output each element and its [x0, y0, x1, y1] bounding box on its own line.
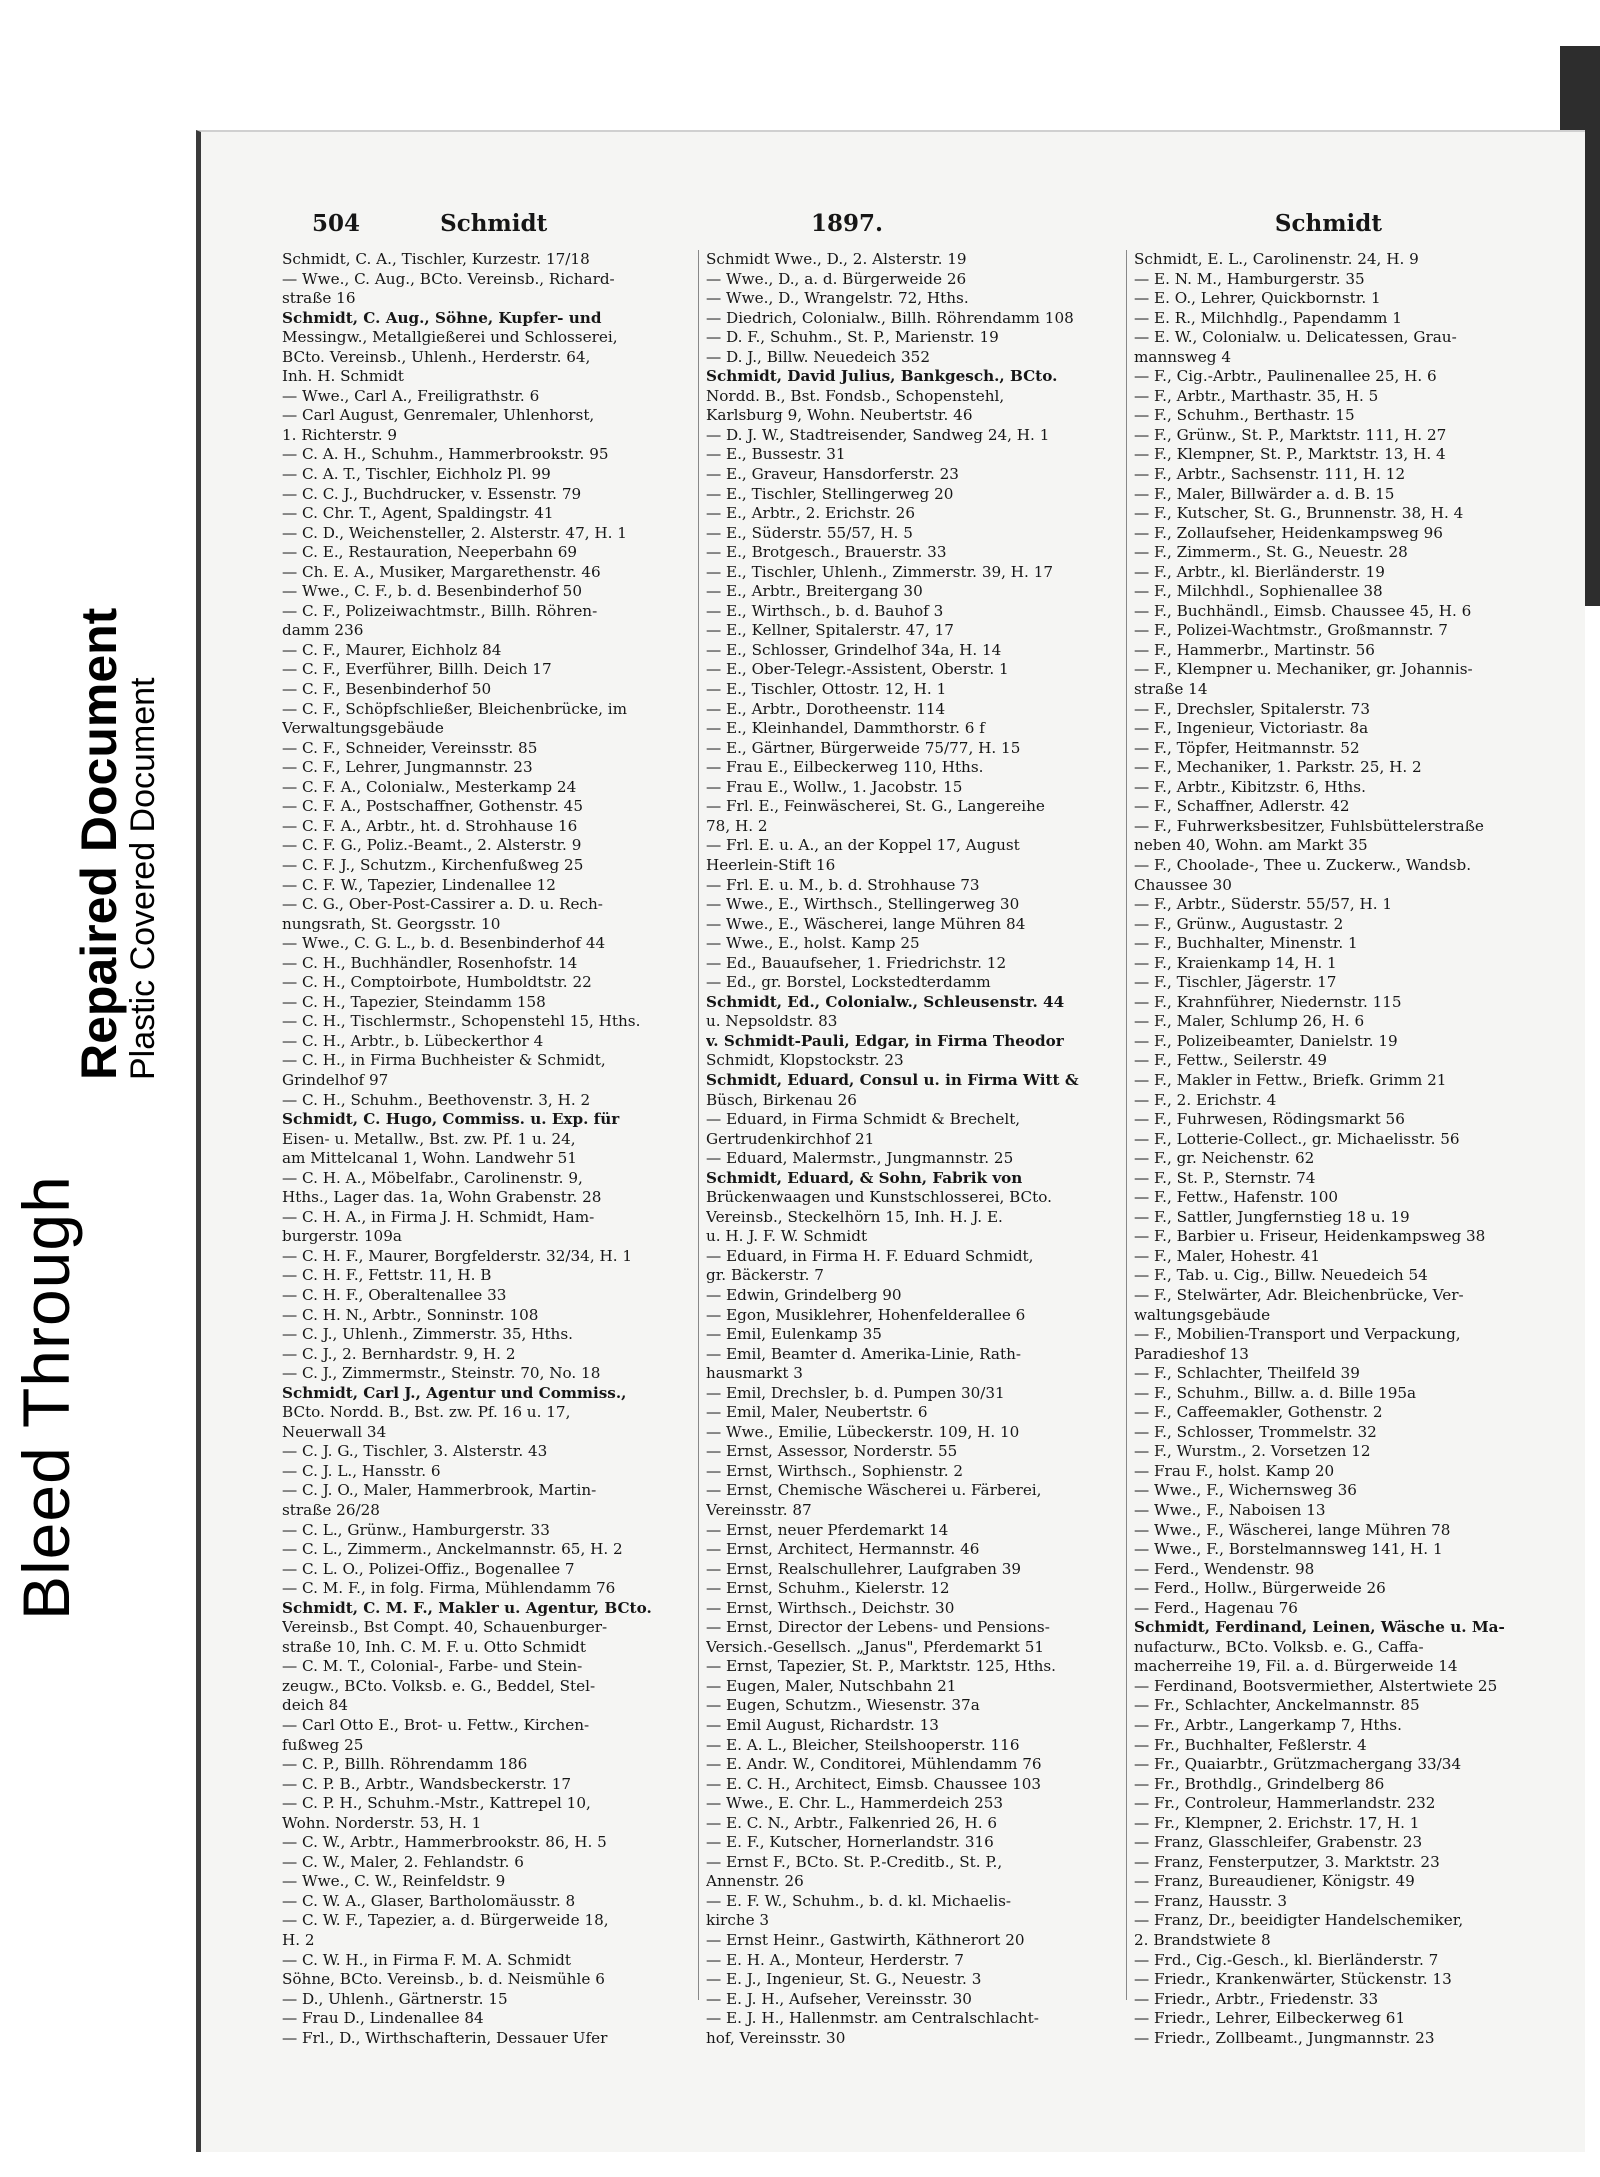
directory-entry-line: straße 14	[1134, 680, 1208, 699]
directory-entry-line: — F., Arbtr., Sachsenstr. 111, H. 12	[1134, 465, 1406, 484]
directory-entry-line: — Wwe., C. W., Reinfeldstr. 9	[282, 1872, 506, 1891]
directory-entry-line: — F., Arbtr., kl. Bierländerstr. 19	[1134, 562, 1385, 581]
directory-entry-line: — Frau E., Wollw., 1. Jacobstr. 15	[706, 777, 963, 796]
directory-entry-line: — Fr., Schlachter, Anckelmannstr. 85	[1134, 1696, 1420, 1715]
directory-entry-line: — E. A. L., Bleicher, Steilshooperstr. 116	[706, 1735, 1020, 1754]
directory-entry-line: — Frd., Cig.-Gesch., kl. Bierländerstr. 7	[1134, 1950, 1439, 1969]
directory-entry-line: — Fr., Arbtr., Langerkamp 7, Hths.	[1134, 1716, 1402, 1735]
directory-entry-line: — F., 2. Erichstr. 4	[1134, 1090, 1277, 1109]
directory-entry-line: — F., Tab. u. Cig., Billw. Neuedeich 54	[1134, 1266, 1428, 1285]
directory-entry-line: — Ernst, Schuhm., Kielerstr. 12	[706, 1579, 950, 1598]
directory-entry-line: Schmidt, Ed., Colonialw., Schleusenstr. 44	[706, 992, 1065, 1011]
directory-entry-line: — C. H. F., Oberaltenallee 33	[282, 1285, 507, 1304]
directory-entry-line: Büsch, Birkenau 26	[706, 1090, 857, 1109]
directory-entry-line: Chaussee 30	[1134, 875, 1232, 894]
directory-entry-line: — Eugen, Schutzm., Wiesenstr. 37a	[706, 1696, 980, 1715]
directory-entry-line: — E., Wirthsch., b. d. Bauhof 3	[706, 601, 944, 620]
directory-entry-line: kirche 3	[706, 1911, 770, 1930]
directory-entry-line: — F., Kutscher, St. G., Brunnenstr. 38, H. 4	[1134, 504, 1464, 523]
directory-entry-line: — F., Schuhm., Billw. a. d. Bille 195a	[1134, 1383, 1417, 1402]
column-divider	[1126, 250, 1127, 2000]
directory-entry-line: — Egon, Musiklehrer, Hohenfelderallee 6	[706, 1305, 1026, 1324]
directory-entry-line: — C. D., Weichensteller, 2. Alsterstr. 47, H. 1	[282, 523, 627, 542]
directory-entry-line: — C. W., Maler, 2. Fehlandstr. 6	[282, 1852, 524, 1871]
directory-entry-line: — F., Schlachter, Theilfeld 39	[1134, 1364, 1360, 1383]
directory-entry-line: Paradieshof 13	[1134, 1344, 1249, 1363]
directory-entry-line: — Fr., Buchhalter, Feßlerstr. 4	[1134, 1735, 1367, 1754]
directory-entry-line: — Wwe., Carl A., Freiligrathstr. 6	[282, 386, 540, 405]
directory-entry-line: — Franz, Hausstr. 3	[1134, 1891, 1287, 1910]
directory-entry-line: — C. E., Restauration, Neeperbahn 69	[282, 543, 578, 562]
directory-entry-line: — Friedr., Krankenwärter, Stückenstr. 13	[1134, 1970, 1452, 1989]
directory-entry-line: — F., Stelwärter, Adr. Bleichenbrücke, Ver-	[1134, 1285, 1464, 1304]
directory-entry-line: — Emil, Maler, Neubertstr. 6	[706, 1403, 928, 1422]
directory-entry-line: — Ernst Heinr., Gastwirth, Käthnerort 20	[706, 1931, 1025, 1950]
directory-entry-line: — E., Graveur, Hansdorferstr. 23	[706, 465, 959, 484]
directory-entry-line: — C. J. O., Maler, Hammerbrook, Martin-	[282, 1481, 597, 1500]
directory-entry-line: — F., St. P., Sternstr. 74	[1134, 1168, 1316, 1187]
directory-entry-line: BCto. Vereinsb., Uhlenh., Herderstr. 64,	[282, 347, 591, 366]
directory-entry-line: — D. J., Billw. Neuedeich 352	[706, 347, 930, 366]
directory-entry-line: — E., Süderstr. 55/57, H. 5	[706, 523, 913, 542]
directory-entry-line: — C. G., Ober-Post-Cassirer a. D. u. Rech-	[282, 895, 603, 914]
directory-entry-line: — C. H. A., Möbelfabr., Carolinenstr. 9,	[282, 1168, 583, 1187]
directory-entry-line: — C. H. N., Arbtr., Sonninstr. 108	[282, 1305, 539, 1324]
directory-entry-line: — C. H., Arbtr., b. Lübeckerthor 4	[282, 1031, 544, 1050]
directory-entry-line: — E., Kellner, Spitalerstr. 47, 17	[706, 621, 954, 640]
directory-entry-line: Schmidt, E. L., Carolinenstr. 24, H. 9	[1134, 250, 1419, 268]
directory-column-2	[706, 250, 1122, 2048]
directory-entry-line: — C. A. H., Schuhm., Hammerbrookstr. 95	[282, 445, 609, 464]
directory-entry-line: — Ernst, Architect, Hermannstr. 46	[706, 1540, 980, 1559]
directory-entry-line: — F., Cig.-Arbtr., Paulinenallee 25, H. 6	[1134, 367, 1437, 386]
directory-entry-line: — F., Arbtr., Marthastr. 35, H. 5	[1134, 386, 1379, 405]
directory-entry-line: fußweg 25	[282, 1735, 364, 1754]
directory-entry-line: — E. Andr. W., Conditorei, Mühlendamm 76	[706, 1755, 1042, 1774]
directory-entry-line: — Franz, Dr., beeidigter Handelschemiker,	[1134, 1911, 1464, 1930]
directory-entry-line: — C. J. G., Tischler, 3. Alsterstr. 43	[282, 1442, 548, 1461]
directory-entry-line: — C. H., Tapezier, Steindamm 158	[282, 992, 546, 1011]
directory-entry-line: am Mittelcanal 1, Wohn. Landwehr 51	[282, 1149, 577, 1168]
directory-entry-line: — Ferdinand, Bootsvermiether, Alstertwiete 25	[1134, 1676, 1498, 1695]
directory-entry-line: — C. A. T., Tischler, Eichholz Pl. 99	[282, 465, 551, 484]
page-header	[312, 210, 1382, 244]
directory-entry-line: — C. W. F., Tapezier, a. d. Bürgerweide 18,	[282, 1911, 609, 1930]
directory-entry-line: — Edwin, Grindelberg 90	[706, 1285, 902, 1304]
directory-entry-line: — Frau E., Eilbeckerweg 110, Hths.	[706, 758, 984, 777]
directory-entry-line: zeugw., BCto. Volksb. e. G., Beddel, Stel-	[282, 1676, 596, 1695]
directory-entry-line: burgerstr. 109a	[282, 1227, 402, 1246]
directory-entry-line: straße 10, Inh. C. M. F. u. Otto Schmidt	[282, 1637, 586, 1656]
directory-entry-line: — Wwe., E. Chr. L., Hammerdeich 253	[706, 1794, 1004, 1813]
directory-entry-line: — Wwe., F., Wäscherei, lange Mühren 78	[1134, 1520, 1451, 1539]
directory-entry-line: deich 84	[282, 1696, 349, 1715]
directory-entry-line: — E., Tischler, Uhlenh., Zimmerstr. 39, H. 17	[706, 562, 1054, 581]
directory-entry-line: — E. N. M., Hamburgerstr. 35	[1134, 269, 1365, 288]
directory-entry-line: — F., Buchhändl., Eimsb. Chaussee 45, H. 6	[1134, 601, 1472, 620]
directory-entry-line: — Emil August, Richardstr. 13	[706, 1716, 939, 1735]
header-year: 1897.	[810, 210, 884, 237]
directory-entry-line: — E. J., Ingenieur, St. G., Neuestr. 3	[706, 1970, 982, 1989]
bleed-through-label: Bleed Through	[9, 1175, 83, 1620]
directory-entry-line: — F., gr. Neichenstr. 62	[1134, 1149, 1315, 1168]
directory-entry-line: Eisen- u. Metallw., Bst. zw. Pf. 1 u. 24,	[282, 1129, 576, 1148]
directory-entry-line: — Friedr., Lehrer, Eilbeckerweg 61	[1134, 2009, 1406, 2028]
directory-entry-line: — Ernst, Chemische Wäscherei u. Färberei,	[706, 1481, 1042, 1500]
directory-entry-line: — F., Töpfer, Heitmannstr. 52	[1134, 738, 1360, 757]
directory-entry-line: Nordd. B., Bst. Fondsb., Schopenstehl,	[706, 386, 1005, 405]
directory-entry-line: Vereinsb., Bst Compt. 40, Schauenburger-	[282, 1618, 608, 1637]
directory-entry-line: Schmidt, C. M. F., Makler u. Agentur, BCto.	[282, 1598, 652, 1617]
directory-entry-line: — Wwe., Emilie, Lübeckerstr. 109, H. 10	[706, 1422, 1020, 1441]
directory-entry-line: — E. F. W., Schuhm., b. d. kl. Michaelis-	[706, 1891, 1012, 1910]
directory-entry-line: — C. H. A., in Firma J. H. Schmidt, Ham-	[282, 1207, 595, 1226]
directory-entry-line: — C. L. O., Polizei-Offiz., Bogenallee 7	[282, 1559, 575, 1578]
directory-entry-line: Schmidt, David Julius, Bankgesch., BCto.	[706, 367, 1058, 386]
directory-entry-line: — C. F., Schneider, Vereinsstr. 85	[282, 738, 538, 757]
directory-entry-line: — Wwe., E., Wäscherei, lange Mühren 84	[706, 914, 1026, 933]
directory-entry-line: — Fr., Brothdlg., Grindelberg 86	[1134, 1774, 1385, 1793]
directory-entry-line: mannsweg 4	[1134, 347, 1232, 366]
directory-entry-line: — E., Ober-Telegr.-Assistent, Oberstr. 1	[706, 660, 1009, 679]
directory-entry-line: — Fr., Quaiarbtr., Grützmachergang 33/34	[1134, 1755, 1462, 1774]
directory-entry-line: Schmidt, Eduard, & Sohn, Fabrik von	[706, 1168, 1023, 1187]
directory-entry-line: — C. F. A., Colonialw., Mesterkamp 24	[282, 777, 577, 796]
directory-entry-line: H. 2	[282, 1931, 315, 1950]
directory-entry-line: — Ernst, neuer Pferdemarkt 14	[706, 1520, 949, 1539]
directory-entry-line: — C. F. W., Tapezier, Lindenallee 12	[282, 875, 556, 894]
directory-entry-line: — F., Buchhalter, Minenstr. 1	[1134, 934, 1358, 953]
directory-entry-line: — C. M. F., in folg. Firma, Mühlendamm 76	[282, 1579, 616, 1598]
directory-entry-line: — Franz, Bureaudiener, Königstr. 49	[1134, 1872, 1415, 1891]
directory-entry-line: — Wwe., F., Naboisen 13	[1134, 1501, 1326, 1519]
directory-entry-line: — E., Bussestr. 31	[706, 445, 846, 464]
directory-entry-line: — Ernst, Tapezier, St. P., Marktstr. 125, Hths.	[706, 1657, 1056, 1676]
directory-entry-line: — E., Schlosser, Grindelhof 34a, H. 14	[706, 640, 1002, 659]
directory-entry-line: — F., Fettw., Seilerstr. 49	[1134, 1051, 1328, 1070]
directory-entry-line: — Emil, Eulenkamp 35	[706, 1325, 882, 1344]
directory-entry-line: — E., Kleinhandel, Dammthorstr. 6 f	[706, 719, 985, 738]
column-divider	[698, 250, 699, 2000]
directory-entry-line: — C. L., Grünw., Hamburgerstr. 33	[282, 1520, 550, 1539]
directory-entry-line: — E. C. H., Architect, Eimsb. Chaussee 103	[706, 1774, 1042, 1793]
directory-entry-line: — Ernst, Assessor, Norderstr. 55	[706, 1442, 958, 1461]
directory-entry-line: — C. P., Billh. Röhrendamm 186	[282, 1755, 528, 1774]
directory-entry-line: — F., Fettw., Hafenstr. 100	[1134, 1188, 1339, 1207]
directory-entry-line: — F., Hammerbr., Martinstr. 56	[1134, 640, 1375, 659]
directory-entry-line: — Frl. E., Feinwäscherei, St. G., Langereihe	[706, 797, 1045, 816]
directory-entry-line: — F., Polizei-Wachtmstr., Großmannstr. 7	[1134, 621, 1448, 640]
directory-entry-line: — Ernst F., BCto. St. P.-Creditb., St. P.,	[706, 1852, 1003, 1871]
directory-entry-line: — F., Klempner u. Mechaniker, gr. Johannis-	[1134, 660, 1473, 679]
directory-entry-line: — C. P. B., Arbtr., Wandsbeckerstr. 17	[282, 1774, 572, 1793]
directory-entry-line: — F., Maler, Billwärder a. d. B. 15	[1134, 484, 1395, 503]
directory-entry-line: — E., Brotgesch., Brauerstr. 33	[706, 543, 947, 562]
directory-entry-line: — F., Schuhm., Berthastr. 15	[1134, 406, 1355, 425]
directory-entry-line: — Frl. E. u. A., an der Koppel 17, August	[706, 836, 1020, 855]
directory-entry-line: — Eduard, in Firma H. F. Eduard Schmidt,	[706, 1246, 1034, 1265]
directory-entry-line: — Fr., Klempner, 2. Erichstr. 17, H. 1	[1134, 1813, 1420, 1832]
directory-entry-line: Schmidt, C. Hugo, Commiss. u. Exp. für	[282, 1110, 620, 1129]
directory-entry-line: macherreihe 19, Fil. a. d. Bürgerweide 14	[1134, 1657, 1458, 1676]
directory-entry-line: waltungsgebäude	[1134, 1305, 1271, 1324]
header-right-word: Schmidt	[1274, 210, 1382, 237]
directory-entry-line: — C. W., Arbtr., Hammerbrookstr. 86, H. 5	[282, 1833, 607, 1852]
directory-entry-line: — E. F., Kutscher, Hornerlandstr. 316	[706, 1833, 994, 1852]
directory-entry-line: — E., Arbtr., Breitergang 30	[706, 582, 923, 601]
directory-entry-line: straße 26/28	[282, 1501, 380, 1519]
directory-entry-line: — C. F. A., Postschaffner, Gothenstr. 45	[282, 797, 584, 816]
directory-entry-line: — C. Chr. T., Agent, Spaldingstr. 41	[282, 504, 554, 523]
directory-entry-line: — D. J. W., Stadtreisender, Sandweg 24, H. 1	[706, 425, 1050, 444]
directory-entry-line: Grindelhof 97	[282, 1070, 389, 1089]
directory-entry-line: — F., Lotterie-Collect., gr. Michaelisstr. 56	[1134, 1129, 1460, 1148]
directory-entry-line: — E. O., Lehrer, Quickbornstr. 1	[1134, 289, 1381, 308]
directory-entry-line: — C. J., Uhlenh., Zimmerstr. 35, Hths.	[282, 1325, 573, 1344]
directory-entry-line: — Eduard, Malermstr., Jungmannstr. 25	[706, 1149, 1014, 1168]
directory-entry-line: — C. F., Schöpfschließer, Bleichenbrücke, im	[282, 699, 628, 718]
directory-entry-line: Gertrudenkirchhof 21	[706, 1129, 875, 1148]
directory-entry-line: — C. H., Tischlermstr., Schopenstehl 15, Hths.	[282, 1012, 641, 1031]
directory-entry-line: Schmidt, C. Aug., Söhne, Kupfer- und	[282, 308, 602, 327]
directory-entry-line: — F., Caffeemakler, Gothenstr. 2	[1134, 1403, 1383, 1422]
directory-entry-line: — Frau D., Lindenallee 84	[282, 2009, 484, 2028]
directory-entry-line: — F., Fuhrwerksbesitzer, Fuhlsbüttelerstraße	[1134, 816, 1484, 835]
directory-entry-line: — E. J. H., Hallenmstr. am Centralschlacht-	[706, 2009, 1039, 2028]
directory-entry-line: — F., Arbtr., Kibitzstr. 6, Hths.	[1134, 777, 1366, 796]
directory-entry-line: Wohn. Norderstr. 53, H. 1	[282, 1813, 482, 1832]
directory-entry-line: — C. F., Everführer, Billh. Deich 17	[282, 660, 552, 679]
directory-entry-line: — Wwe., F., Wichernsweg 36	[1134, 1481, 1357, 1500]
directory-entry-line: — Friedr., Zollbeamt., Jungmannstr. 23	[1134, 2028, 1435, 2047]
directory-entry-line: — E., Tischler, Stellingerweg 20	[706, 484, 954, 503]
directory-entry-line: — Ernst, Wirthsch., Sophienstr. 2	[706, 1461, 964, 1480]
directory-entry-line: — E. C. N., Arbtr., Falkenried 26, H. 6	[706, 1813, 998, 1832]
directory-entry-line: — C. W. A., Glaser, Bartholomäusstr. 8	[282, 1891, 576, 1910]
directory-entry-line: 2. Brandstwiete 8	[1134, 1931, 1271, 1950]
directory-entry-line: — E. W., Colonialw. u. Delicatessen, Grau-	[1134, 328, 1457, 347]
directory-entry-line: Schmidt, C. A., Tischler, Kurzestr. 17/18	[282, 250, 590, 268]
directory-entry-line: — F., Sattler, Jungfernstieg 18 u. 19	[1134, 1207, 1410, 1226]
directory-entry-line: hausmarkt 3	[706, 1364, 803, 1383]
directory-entry-line: — C. J. L., Hansstr. 6	[282, 1461, 441, 1480]
directory-entry-line: — F., Mechaniker, 1. Parkstr. 25, H. 2	[1134, 758, 1422, 777]
directory-entry-line: — Ferd., Hagenau 76	[1134, 1598, 1298, 1617]
directory-entry-line: nufacturw., BCto. Volksb. e. G., Caffa-	[1134, 1637, 1424, 1656]
directory-entry-line: — Ferd., Wendenstr. 98	[1134, 1559, 1315, 1578]
directory-entry-line: — Wwe., C. G. L., b. d. Besenbinderhof 44	[282, 934, 606, 953]
directory-entry-line: — F., Zimmerm., St. G., Neuestr. 28	[1134, 543, 1408, 562]
directory-entry-line: — F., Wurstm., 2. Vorsetzen 12	[1134, 1442, 1371, 1461]
directory-entry-line: — Wwe., D., Wrangelstr. 72, Hths.	[706, 289, 969, 308]
directory-entry-line: BCto. Nordd. B., Bst. zw. Pf. 16 u. 17,	[282, 1403, 571, 1422]
repaired-document-label: Repaired Document	[71, 607, 127, 1080]
directory-entry-line: — F., Maler, Schlump 26, H. 6	[1134, 1012, 1365, 1031]
directory-entry-line: — C. F. J., Schutzm., Kirchenfußweg 25	[282, 855, 584, 874]
directory-entry-line: — E., Tischler, Ottostr. 12, H. 1	[706, 680, 947, 699]
directory-entry-line: — F., Maler, Hohestr. 41	[1134, 1246, 1320, 1265]
directory-entry-line: — E., Arbtr., Dorotheenstr. 114	[706, 699, 946, 718]
directory-entry-line: — F., Barbier u. Friseur, Heidenkampsweg 38	[1134, 1227, 1486, 1246]
directory-entry-line: — Wwe., F., Borstelmannsweg 141, H. 1	[1134, 1540, 1443, 1559]
directory-entry-line: — D. F., Schuhm., St. P., Marienstr. 19	[706, 328, 999, 347]
directory-entry-line: — Diedrich, Colonialw., Billh. Röhrendamm 108	[706, 308, 1074, 327]
directory-entry-line: — F., Grünw., St. P., Marktstr. 111, H. 27	[1134, 425, 1447, 444]
directory-entry-line: — F., Milchhdl., Sophienallee 38	[1134, 582, 1383, 601]
directory-entry-line: — Wwe., D., a. d. Bürgerweide 26	[706, 269, 967, 288]
directory-entry-line: — E. R., Milchhdlg., Papendamm 1	[1134, 308, 1402, 327]
directory-entry-line: — Ernst, Realschullehrer, Laufgraben 39	[706, 1559, 1022, 1578]
directory-entry-line: gr. Bäckerstr. 7	[706, 1266, 824, 1285]
directory-entry-line: — E., Gärtner, Bürgerweide 75/77, H. 15	[706, 738, 1021, 757]
directory-entry-line: — F., Makler in Fettw., Briefk. Grimm 21	[1134, 1070, 1447, 1089]
directory-entry-line: — F., Mobilien-Transport und Verpackung,	[1134, 1325, 1461, 1344]
directory-entry-line: Versich.-Gesellsch. „Janus", Pferdemarkt 51	[706, 1637, 1045, 1656]
directory-entry-line: Annenstr. 26	[706, 1872, 804, 1891]
directory-entry-line: hof, Vereinsstr. 30	[706, 2028, 846, 2047]
directory-entry-line: — F., Kraienkamp 14, H. 1	[1134, 953, 1337, 972]
directory-entry-line: — F., Choolade-, Thee u. Zuckerw., Wandsb.	[1134, 855, 1472, 874]
directory-entry-line: — E. H. A., Monteur, Herderstr. 7	[706, 1950, 964, 1969]
directory-entry-line: Schmidt, Ferdinand, Leinen, Wäsche u. Ma-	[1134, 1618, 1505, 1637]
directory-entry-line: — C. C. J., Buchdrucker, v. Essenstr. 79	[282, 484, 582, 503]
directory-entry-line: — Emil, Drechsler, b. d. Pumpen 30/31	[706, 1383, 1005, 1402]
directory-entry-line: — Wwe., C. Aug., BCto. Vereinsb., Richard-	[282, 269, 615, 288]
directory-entry-line: — F., Arbtr., Süderstr. 55/57, H. 1	[1134, 895, 1393, 914]
directory-entry-line: — Frau F., holst. Kamp 20	[1134, 1461, 1335, 1480]
directory-entry-line: — Franz, Fensterputzer, 3. Marktstr. 23	[1134, 1852, 1440, 1871]
directory-entry-line: — F., Schaffner, Adlerstr. 42	[1134, 797, 1350, 816]
directory-entry-line: — C. W. H., in Firma F. M. A. Schmidt	[282, 1950, 571, 1969]
directory-entry-line: — F., Klempner, St. P., Marktstr. 13, H. 4	[1134, 445, 1446, 464]
header-left-word: Schmidt	[440, 210, 548, 237]
page-number: 504	[312, 210, 361, 237]
directory-entry-line: — Ed., Bauaufseher, 1. Friedrichstr. 12	[706, 953, 1007, 972]
directory-entry-line: — F., Fuhrwesen, Rödingsmarkt 56	[1134, 1110, 1405, 1129]
directory-entry-line: — C. H., in Firma Buchheister & Schmidt,	[282, 1051, 606, 1070]
directory-entry-line: — Frl. E. u. M., b. d. Strohhause 73	[706, 875, 980, 894]
directory-entry-line: — Ernst, Director der Lebens- und Pensions-	[706, 1618, 1050, 1637]
directory-entry-line: — C. H. F., Maurer, Borgfelderstr. 32/34, H. 1	[282, 1246, 633, 1265]
directory-entry-line: — C. M. T., Colonial-, Farbe- und Stein-	[282, 1657, 583, 1676]
directory-entry-line: — C. F. A., Arbtr., ht. d. Strohhause 16	[282, 816, 578, 835]
directory-entry-line: — C. L., Zimmerm., Anckelmannstr. 65, H. 2	[282, 1540, 623, 1559]
directory-entry-line: — D., Uhlenh., Gärtnerstr. 15	[282, 1989, 508, 2008]
directory-entry-line: Inh. H. Schmidt	[282, 367, 404, 386]
directory-entry-line: — C. H., Buchhändler, Rosenhofstr. 14	[282, 953, 578, 972]
directory-entry-line: Heerlein-Stift 16	[706, 855, 836, 874]
directory-entry-line: Söhne, BCto. Vereinsb., b. d. Neismühle 6	[282, 1970, 605, 1989]
directory-entry-line: — E., Arbtr., 2. Erichstr. 26	[706, 504, 915, 523]
directory-column-3	[1134, 250, 1552, 2048]
directory-entry-line: 1. Richterstr. 9	[282, 425, 398, 444]
directory-entry-line: — C. J., Zimmermstr., Steinstr. 70, No. 18	[282, 1364, 601, 1383]
directory-entry-line: — F., Grünw., Augustastr. 2	[1134, 914, 1344, 933]
directory-entry-line: — C. F. G., Poliz.-Beamt., 2. Alsterstr. 9	[282, 836, 582, 855]
directory-entry-line: — Eduard, in Firma Schmidt & Brechelt,	[706, 1110, 1021, 1129]
directory-entry-line: straße 16	[282, 289, 356, 308]
directory-entry-line: — Eugen, Maler, Nutschbahn 21	[706, 1676, 957, 1695]
directory-entry-line: — F., Zollaufseher, Heidenkampsweg 96	[1134, 523, 1443, 542]
directory-entry-line: Vereinsb., Steckelhörn 15, Inh. H. J. E.	[706, 1207, 1003, 1226]
directory-entry-line: — C. F., Lehrer, Jungmannstr. 23	[282, 758, 533, 777]
directory-entry-line: Schmidt, Klopstockstr. 23	[706, 1051, 904, 1070]
directory-entry-line: — Wwe., C. F., b. d. Besenbinderhof 50	[282, 582, 582, 601]
directory-entry-line: Karlsburg 9, Wohn. Neubertstr. 46	[706, 406, 973, 425]
directory-entry-line: Hths., Lager das. 1a, Wohn Grabenstr. 28	[282, 1188, 602, 1207]
directory-entry-line: v. Schmidt-Pauli, Edgar, in Firma Theodor	[706, 1031, 1064, 1050]
directory-entry-line: — Wwe., E., holst. Kamp 25	[706, 934, 920, 953]
directory-entry-line: — C. H., Schuhm., Beethovenstr. 3, H. 2	[282, 1090, 591, 1109]
directory-entry-line: Schmidt Wwe., D., 2. Alsterstr. 19	[706, 250, 967, 268]
directory-entry-line: — Carl Otto E., Brot- u. Fettw., Kirchen-	[282, 1716, 590, 1735]
directory-entry-line: nungsrath, St. Georgsstr. 10	[282, 914, 501, 933]
directory-entry-line: — F., Polizeibeamter, Danielstr. 19	[1134, 1031, 1398, 1050]
directory-entry-line: — Ernst, Wirthsch., Deichstr. 30	[706, 1598, 955, 1617]
directory-entry-line: — Franz, Glasschleifer, Grabenstr. 23	[1134, 1833, 1423, 1852]
directory-entry-line: Vereinsstr. 87	[706, 1501, 812, 1519]
directory-entry-line: — F., Ingenieur, Victoriastr. 8a	[1134, 719, 1369, 738]
directory-entry-line: — Ferd., Hollw., Bürgerweide 26	[1134, 1579, 1386, 1598]
directory-entry-line: — Wwe., E., Wirthsch., Stellingerweg 30	[706, 895, 1020, 914]
side-labels	[0, 0, 190, 2177]
directory-entry-line: — C. J., 2. Bernhardstr. 9, H. 2	[282, 1344, 516, 1363]
directory-entry-line: — Ed., gr. Borstel, Lockstedterdamm	[706, 973, 991, 992]
directory-entry-line: damm 236	[282, 621, 364, 640]
directory-entry-line: — F., Drechsler, Spitalerstr. 73	[1134, 699, 1370, 718]
directory-entry-line: — C. H. F., Fettstr. 11, H. B	[282, 1266, 492, 1285]
directory-entry-line: — C. F., Maurer, Eichholz 84	[282, 640, 502, 659]
plastic-covered-label: Plastic Covered Document	[124, 677, 162, 1080]
directory-entry-line: Messingw., Metallgießerei und Schlosserei,	[282, 328, 618, 347]
directory-entry-line: — C. F., Besenbinderhof 50	[282, 680, 492, 699]
directory-entry-line: 78, H. 2	[706, 816, 768, 835]
directory-entry-line: — Carl August, Genremaler, Uhlenhorst,	[282, 406, 595, 425]
directory-entry-line: — E. J. H., Aufseher, Vereinsstr. 30	[706, 1989, 972, 2008]
directory-entry-line: u. Nepsoldstr. 83	[706, 1012, 838, 1031]
directory-entry-line: — Fr., Controleur, Hammerlandstr. 232	[1134, 1794, 1436, 1813]
directory-entry-line: — Emil, Beamter d. Amerika-Linie, Rath-	[706, 1344, 1021, 1363]
directory-entry-line: Schmidt, Carl J., Agentur und Commiss.,	[282, 1383, 627, 1402]
directory-entry-line: — F., Tischler, Jägerstr. 17	[1134, 973, 1337, 992]
directory-entry-line: Verwaltungsgebäude	[282, 719, 444, 738]
directory-entry-line: Schmidt, Eduard, Consul u. in Firma Witt &	[706, 1070, 1079, 1089]
directory-entry-line: Brückenwaagen und Kunstschlosserei, BCto.	[706, 1188, 1052, 1207]
directory-entry-line: neben 40, Wohn. am Markt 35	[1134, 836, 1368, 855]
directory-column-1	[282, 250, 692, 2048]
directory-entry-line: — F., Schlosser, Trommelstr. 32	[1134, 1422, 1377, 1441]
directory-entry-line: — C. F., Polizeiwachtmstr., Billh. Röhren-	[282, 601, 598, 620]
directory-entry-line: — Ch. E. A., Musiker, Margarethenstr. 46	[282, 562, 601, 581]
directory-entry-line: — Frl., D., Wirthschafterin, Dessauer Ufer	[282, 2028, 608, 2047]
directory-entry-line: — Friedr., Arbtr., Friedenstr. 33	[1134, 1989, 1379, 2008]
directory-entry-line: — C. H., Comptoirbote, Humboldtstr. 22	[282, 973, 592, 992]
directory-entry-line: Neuerwall 34	[282, 1422, 387, 1441]
directory-entry-line: — F., Krahnführer, Niedernstr. 115	[1134, 992, 1402, 1011]
directory-entry-line: u. H. J. F. W. Schmidt	[706, 1227, 868, 1246]
directory-entry-line: — C. P. H., Schuhm.-Mstr., Kattrepel 10,	[282, 1794, 591, 1813]
